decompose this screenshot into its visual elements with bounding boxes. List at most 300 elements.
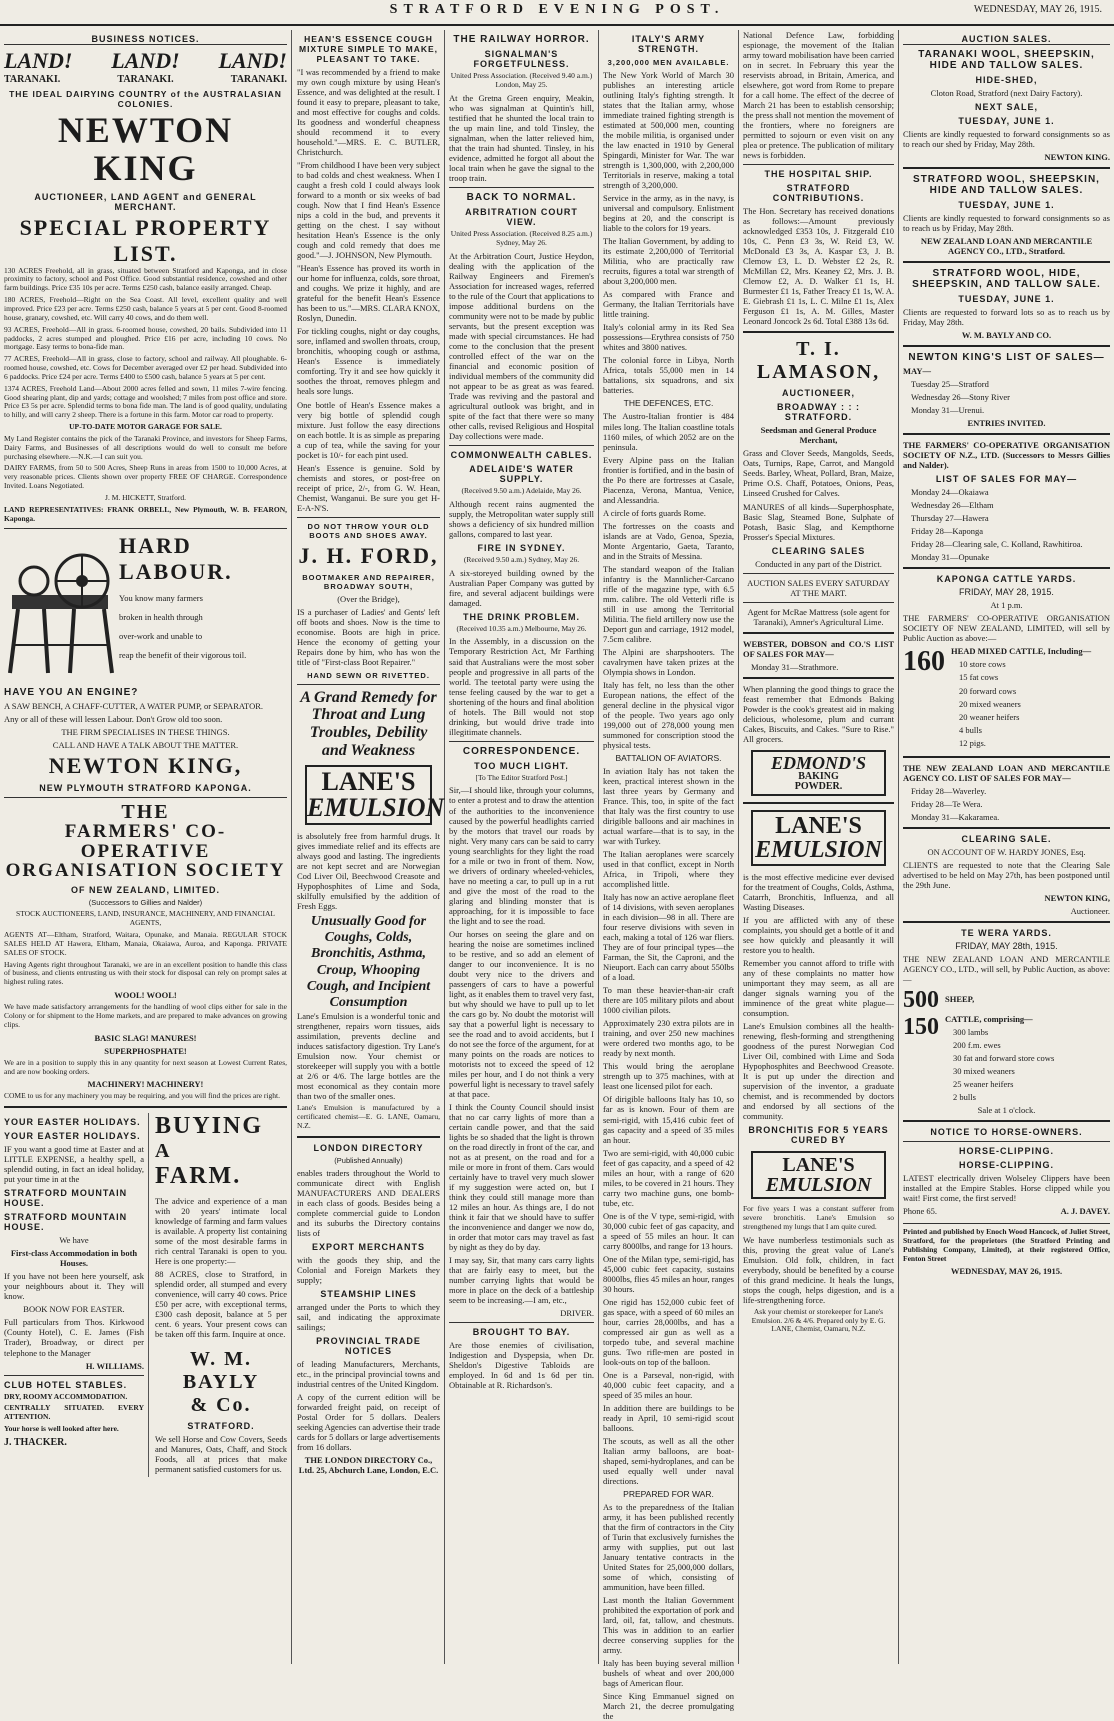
lanes-text: is the most effective medicine ever devised for the treatment of Coughs, Colds, Asthma, Catarrh, Bronchitis, Influenza, and all Wasting Diseases.	[743, 871, 894, 912]
hide-shed: HIDE-SHED,	[975, 75, 1038, 85]
baking-word: BAKING	[798, 770, 839, 782]
mountain-house-heading: STRATFORD MOUNTAIN HOUSE.	[4, 1188, 128, 1209]
property-item: DAIRY FARMS, from 50 to 500 Acres, Sheep Runs in areas from 1500 to 10,000 Acres, at very reasonable prices. Clients shown over property FREE OF CHARGE. Correspondence Invited. Loans Negotiated.	[4, 463, 287, 491]
def-text: A circle of forts guards Rome.	[603, 507, 706, 518]
signal-source: United Press Association. (Received 9.40 a.m.) London, May 25.	[450, 71, 593, 89]
farmers-text: COME to us for any machinery you may be requiring, and you will find the prices are right.	[4, 1091, 280, 1101]
divider	[297, 517, 440, 518]
buying-heading: BUYING	[155, 1113, 264, 1140]
horse-owners-heading: NOTICE TO HORSE-OWNERS.	[930, 1126, 1083, 1137]
signal-text: At the Gretna Green enquiry, Meakin, who was signalman at Quintin's hill, testified that he shunted the local train to the up main line, and told Tinsley, the signalman, when the latter relieved him, that the train had shunted. Tinsley, in his evidence, admitted he forgot all about the local train when he gave the signal to the troop train.	[449, 92, 594, 183]
smh-text: BOOK NOW FOR EASTER.	[23, 1304, 125, 1315]
london-text: enables traders throughout the World to communicate direct with English MANUFACTURERS AND DEALERS in each class of goods. Besides being a complete commercial guide to London and its suburbs the Directory contains lists of	[297, 1167, 440, 1238]
bayly-co: & Co.	[190, 1393, 252, 1416]
basic-slag-heading: BASIC SLAG! MANURES!	[94, 1032, 197, 1043]
lot-item: 20 mixed weaners	[959, 698, 1021, 709]
correspondence-heading: CORRESPONDENCE.	[462, 745, 581, 757]
club-hotel-heading: CLUB HOTEL STABLES.	[4, 1379, 128, 1390]
lot-item: 15 fat cows	[959, 672, 999, 683]
tewera-sheep	[903, 987, 1110, 1014]
clients-note: Clients are kindly requested to forward consignments so as to reach our shed by Friday, May 28th.	[903, 129, 1110, 150]
engine-question: HAVE YOU AN ENGINE?	[4, 686, 139, 698]
seedsman: Seedsman and General Produce Merchant,	[760, 425, 877, 446]
lot-item: 12 pigs.	[959, 737, 986, 748]
easter-ad	[4, 1113, 149, 1476]
divider	[4, 1106, 287, 1108]
smh-text: If you have not been here yourself, ask your neighbours about it. They will know.	[4, 1271, 144, 1302]
newton-king-towns: NEW PLYMOUTH STRATFORD KAPONGA.	[39, 782, 252, 793]
smh-manager: H. WILLIAMS.	[85, 1360, 144, 1371]
lanes-text: If you are afflicted with any of these complaints, you should get a bottle of it and see how quickly and pleasantly it will restore you to health.	[743, 914, 894, 955]
column-4	[599, 30, 739, 1721]
property-item: 180 ACRES, Freehold—Right on the Sea Coast. All level, excellent quality and well improved. Price £23 per acre. Terms £250 cash, balance 5 years at 5 per cent. Good 8-roomed house, granary, cowshed, etc. Will carry 40 cows, and do them well.	[4, 295, 287, 322]
hard-text-line: over-work and unable to	[119, 630, 203, 641]
edmonds-text: When planning the good things to grace the feast remember that Edmonds Baking Powder is the cook's greatest aid in making delicious, wholesome, plum and currant Cakes, Biscuits, and Cakes. "Sure to Rise." All grocers.	[743, 683, 894, 744]
heans-text: For tickling coughs, night or day coughs, sore, inflamed and swollen throats, croup, bronchitis, whooping cough or asthma, Hean's Essence is immediately comforting. Try it and see how quickly it soothes the throat, removes phlegm and heals sore lungs.	[297, 326, 440, 397]
divider	[903, 921, 1110, 923]
av-text: The scouts, as well as all the other Italian army balloons, are boat-shaped, semi-hydroplanes, and can be used equally well under naval directions.	[603, 1435, 734, 1487]
nk-list-heading: NEWTON KING'S LIST OF SALES—	[908, 352, 1105, 364]
divider	[743, 802, 894, 804]
lanes-text: Lane's Emulsion combines all the health-renewing, flesh-forming and strengthening goodness of the purest Norwegian Cod Liver Oil, combined with Lime and Soda Hypophosphites and Beechwood Creasote. It is put up under the direction and supervision of the inventor, a graduate chemist, and is recommended by doctors and endorsed by all sections of the community.	[743, 1021, 894, 1122]
lot-item: 2 bulls	[953, 1091, 976, 1102]
divider	[4, 1375, 144, 1376]
sale-list-item: Friday 28—Clearing sale, C. Kolland, Rawhitiroa.	[911, 539, 1083, 550]
brought-heading: BROUGHT TO BAY.	[472, 1327, 571, 1338]
lanes-text: Remember you cannot afford to trifle with any of these complaints no matter how unimportant they may seem, as all are danger signals warning you of the imminence of the great white plague—consumption.	[743, 957, 894, 1018]
ford-heading: DO NOT THROW YOUR OLD BOOTS AND SHOES AWAY.	[307, 521, 430, 540]
divider	[903, 167, 1110, 169]
lot-item: 30 fat and forward store cows	[953, 1052, 1055, 1063]
cattle-count: 150	[903, 1013, 939, 1040]
webster-heading: WEBSTER, DOBSON and CO.'S LIST OF SALES FOR MAY—	[743, 638, 894, 659]
fire-text: A six-storeyed building owned by the Australian Paper Company was gutted by fire, and several adjacent buildings were damaged.	[449, 567, 594, 608]
lot-item: 300 lambs	[953, 1026, 989, 1037]
italy-text: Service in the army, as in the navy, is universal and compulsory. Enlistment begins at 20, and the conscript is liable to the colors for 19 years.	[603, 193, 734, 234]
smh-text: Full particulars from Thos. Kirkwood (County Hotel), C. E. James (Fish Trader), Broadway, or direct per telephone to the Manager	[4, 1317, 144, 1358]
farmers-text: STOCK AUCTIONEERS, LAND, INSURANCE, MACHINERY, AND FINANCIAL AGENTS,	[16, 909, 275, 928]
taranaki-word: TARANAKI.	[4, 74, 61, 85]
arb-source: United Press Association. (Received 8.25 a.m.) Sydney, May 26.	[450, 228, 593, 247]
bayly-sig: W. M. BAYLY AND CO.	[961, 330, 1052, 341]
corr-text: Our horses on seeing the glare and on hearing the noise are sometimes inclined to be restive, and so add an element of danger to our inconvenience. It is no doubt very nice to the drivers and passengers of cars to have a powerful light, as it enables them to travel very fast, but why should we have to pull up to let the cars go by. No doubt the motorist will say that a powerful light is necessary to see the road and to avoid accidents, but I do not see the force of the argument, for at many points on the roads are notices to motorists not to exceed the speed of 12 miles per hour, and I do not think a very powerful light is necessary to travel safely at that pace.	[449, 928, 594, 1099]
wool-heading: WOOL! WOOL!	[114, 990, 177, 1001]
lot-item: 200 f.m. ewes	[953, 1039, 1001, 1050]
club-text: DRY, ROOMY ACCOMMODATION.	[4, 1391, 128, 1401]
italy-sub: 3,200,000 MEN AVAILABLE.	[607, 58, 730, 67]
av-text: Of dirigible balloons Italy has 10, so far as is known. Four of them are semi-rigid, with 15,416 cubic feet of gas capacity and a speed of 35 miles an hour.	[603, 1094, 734, 1145]
ford-text: IS a purchaser of Ladies' and Gents' left off boots and shoes. Now is the time to economise. Boots are high in price. Hence the economy of getting your Repairs done by him, who has won the title of "First-class Boot Repairer."	[297, 606, 440, 667]
hard-heading: HARD	[119, 532, 192, 558]
engine-illustration	[4, 533, 119, 683]
buying-text: The advice and experience of a man with 20 years' intimate local knowledge of farming and farm values is available. A property list containing some of the most desirable farms in rich central Taranaki is open to you. Here is one property:—	[155, 1196, 287, 1267]
av-text: One rigid has 152,000 cubic feet of gas space, with a speed of 60 miles an hour, carries 28,000lbs, and has a compressed air gun as well as a torpedo tube, and several machine guns. Two rifle-men are posted in look-outs on top of the balloon.	[603, 1296, 734, 1367]
arbitration-heading: ARBITRATION COURT VIEW.	[465, 206, 578, 227]
av-text: Two are semi-rigid, with 40,000 cubic feet of gas capacity, and a speed of 42 miles an hour, with a range of 620 miles, to be covered in 21 hours. They carry two machine guns, one bomb-tube, etc.	[603, 1147, 734, 1208]
av-text: In aviation Italy has not taken the keen, practical interest shown in the last three years by Germany and France. This, too, in spite of the fact that Italy was the first country to use dirigible balloons and air machines in actual warfare—that is to say, in the war with Turkey.	[603, 765, 734, 847]
kaponga-time: At 1 p.m.	[990, 600, 1023, 611]
kaponga-items	[951, 646, 1110, 750]
lanes-word: LANE'S	[321, 767, 416, 797]
property-item: 77 ACRES, Freehold—All in grass, close to factory, school and railway. All ploughable. 6-roomed house, cowshed, etc. Cows for December averaged over £2 per head. Subdivided into 6 paddocks. Price £24 per acre. Terms £400 to £500 cash, balance 5 years at 5 per cent.	[4, 354, 287, 381]
divider	[449, 445, 594, 446]
corr-to: [To The Editor Stratford Post.]	[475, 772, 568, 782]
farmers-the: THE	[121, 800, 170, 823]
next-sale-date: TUESDAY, JUNE 1.	[958, 116, 1055, 127]
def-text: The Alpini are sharpshooters. The cavalrymen have taken prizes at the Olympia shows in London.	[603, 646, 734, 677]
clipping-heading: HORSE-CLIPPING.	[958, 1145, 1054, 1156]
lamason-address: BROADWAY : : : STRATFORD.	[776, 402, 860, 423]
divider	[297, 1136, 440, 1138]
kaponga-company: THE FARMERS' CO-OPERATIVE ORGANISATION SOCIETY OF NEW ZEALAND, LIMITED, will sell by Public Auction as above:—	[903, 613, 1110, 644]
divider	[743, 602, 894, 603]
heans-text: "From childhood I have been very subject to bad colds and chest weakness. When I caught a fresh cold I could always look forward to a month or six weeks of bad cough. Now that I find Hean's Essence nips a cold in the bud, and prevents it getting on the chest. I say without hesitation Hean's Essence is the only cough and cold remedy that does me good."—J. JOHNSON, New Plymouth.	[297, 160, 440, 261]
smh-text: We have	[59, 1235, 89, 1246]
defence-law-text: National Defence Law, forbidding espionage, the movement of the Italian army toward mobilisation have been carried on in secret. In February this year the reservists abroad, in Britain, America, and elsewhere, got word from Rome to prepare for a call home. The effect of the decree of March 21 has been to establish censorship; the press shall not mention the movement of the frontiers, where no foreigners are permitted to sojourn or even visit on any plea or pretence. The publication of military news is forbidden.	[743, 30, 894, 161]
buying-text: 88 ACRES, close to Stratford, in splendid order, all stumped and every convenience, will carry 40 cows. Price £50 per acre, with exceptional terms, £300 cash deposit, balance at 5 per cent. 6 years. Your present cows can be taken off this farm. Inquire at once.	[155, 1269, 287, 1340]
hide-shed-address: Cloton Road, Stratford (next Dairy Factory).	[930, 88, 1083, 98]
london-heading: LONDON DIRECTORY	[313, 1142, 424, 1153]
divider	[903, 827, 1110, 829]
bronchitis-heading: BRONCHITIS FOR 5 YEARS CURED BY	[748, 1125, 889, 1146]
edmonds-logo	[751, 750, 886, 796]
normal-heading: BACK TO NORMAL.	[466, 191, 577, 203]
land-representatives: LAND REPRESENTATIVES: FRANK ORBELL, New Plymouth, W. B. FEARON, Kaponga.	[4, 504, 287, 523]
sale-list-item: Thursday 27—Hawera	[911, 513, 989, 524]
av-text: Approximately 230 extra pilots are in training, and over 250 new machines were ordered two months ago, to be ready by next month.	[603, 1018, 734, 1059]
taranaki-wool-heading: TARANAKI WOOL, SHEEPSKIN, HIDE AND TALLOW SALES.	[918, 49, 1095, 71]
divider	[4, 528, 287, 529]
column-5	[739, 30, 899, 1664]
italy-heading: ITALY'S ARMY STRENGTH.	[631, 34, 706, 54]
superphosphate-heading: SUPERPHOSPHATE!	[104, 1045, 187, 1056]
kaponga-head: HEAD MIXED CATTLE, Including—	[951, 646, 1092, 657]
bottom-split	[4, 1113, 287, 1476]
imprint-date: WEDNESDAY, MAY 26, 1915.	[950, 1266, 1063, 1277]
sale-list-item: Friday 28—Waverley.	[911, 785, 987, 796]
clearing-heading: CLEARING SALES	[771, 545, 866, 556]
av-text: One is of the V type, semi-rigid, with 30,000 cubic feet of gas capacity, and a speed of 55 miles an hour. It can carry 8000lbs, and range for 13 hours.	[603, 1210, 734, 1251]
clearing-sale-text: CLIENTS are requested to note that the Clearing Sale advertised to be held on May 27th, has been postponed until the 29th June.	[903, 859, 1110, 890]
divider	[903, 261, 1110, 263]
signalman-heading: SIGNALMAN'S FORGETFULNESS.	[473, 49, 570, 69]
auction-text: AUCTION SALES EVERY SATURDAY AT THE MART.	[747, 577, 890, 598]
divider	[903, 433, 1110, 435]
easter-heading: YOUR EASTER HOLIDAYS.	[4, 1131, 141, 1142]
farmers-title: FARMERS' CO-OPERATIVE	[64, 820, 227, 862]
easter-heading: YOUR EASTER HOLIDAYS.	[4, 1117, 141, 1128]
entries-invited: ENTRIES INVITED.	[967, 418, 1046, 429]
next-sale: NEXT SALE,	[974, 102, 1038, 113]
lanes-emulsion-logo	[305, 765, 445, 825]
sale-list-item: Tuesday 25—Stratford	[911, 379, 989, 390]
kaponga-date: FRIDAY, MAY 28, 1915.	[959, 587, 1054, 598]
kaponga-heading: KAPONGA CATTLE YARDS.	[936, 574, 1077, 585]
clients-note: Clients are requested to forward lots so as to reach us by Friday, May 28th.	[903, 307, 1110, 328]
clipping-text: LATEST electrically driven Wolseley Clippers have been installed at the Empire Stables. Horse clipped while you wait! First come, the first served!	[903, 1172, 1110, 1203]
divider	[903, 1141, 1110, 1142]
divider	[449, 741, 594, 742]
kaponga-lots	[903, 646, 1110, 750]
bayly-text: We sell Horse and Cow Covers, Seeds and Manures, Oats, Chaff, and Stock Foods, all at prices that make permanent satisfied customers for us.	[155, 1433, 287, 1474]
lanes-text: Lane's Emulsion is a wonderful tonic and strengthener, repairs worn tissues, aids assimilation, prevents decline and induces satisfactory digestion. Try Lane's Emulsion now. Your chemist or storekeeper will supply you with a bottle at 2/6 or 4/6. The large bottles are the most economical as they contain more than two of the smaller ones.	[297, 1010, 440, 1101]
aviators-heading: BATTALION OF AVIATORS.	[615, 752, 722, 763]
newton-king-title: NEWTON KING	[57, 110, 234, 188]
property-item: My Land Register contains the pick of the Taranaki Province, and investors for Sheep Farms, Dairy Farms, and Businesses of all descriptions would do well to consult me before purchasing elsewhere.—N.K.—I can suit you.	[4, 433, 287, 461]
drink-text: In the Assembly, in a discussion on the Temporary Restriction Act, Mr Farthing said that Australians were the most sober people and progressive in all parts of the world. The teetotal party were using the tense feeling caused by the war to get a shortening of the hours and final abolition of hotels. The Bill would not stop drinking, but would drive trade into illegitimate channels.	[449, 636, 594, 737]
heans-heading: HEAN'S ESSENCE COUGH MIXTURE SIMPLE TO MAKE, PLEASANT TO TAKE.	[298, 34, 439, 64]
land-banner	[4, 48, 287, 74]
sale-list-item: Monday 31—Kakaramea.	[911, 811, 1000, 822]
hard-labour-ad	[4, 533, 287, 683]
fire-source: (Received 9.50 a.m.) Sydney, May 26.	[463, 554, 580, 564]
taranaki-banner	[4, 74, 287, 85]
imprint: Printed and published by Enoch Wood Hancock, of Juliet Street, Stratford, for the proprietors (the Stratford Printing and Publishing Company, Limited), at their registered Office, Fenton Street	[903, 1226, 1110, 1263]
seed-text: Grass and Clover Seeds, Mangolds, Seeds, Oats, Turnips, Rape, Carrot, and Mangold Seeds. Barley, Wheat, Pollard, Bran, Maize, Prime O.S. Chaff, Potatoes, Onions, Peas, Linseed Crushed for Calves.	[743, 448, 894, 499]
lanes-text: is absolutely free from harmful drugs. It gives immediate relief and its effects are always good and lasting. The ingredients are not kept secret and are Norwegian Cod Liver Oil, Beechwood Creasote and Hypophosphites of Lime and Soda, skilfully emulsified by the addition of Fresh Eggs.	[297, 831, 440, 912]
powder-word: POWDER.	[794, 780, 843, 792]
fcos-list-heading: LIST OF SALES FOR MAY—	[935, 474, 1078, 485]
davey-sig: A. J. DAVEY.	[1060, 1205, 1110, 1216]
hard-text-line: broken in health through	[119, 611, 203, 622]
prep-text: Italy has been buying several million bushels of wheat and over 200,000 bags of American flour.	[603, 1658, 734, 1689]
lot-item: 20 weaner heifers	[959, 711, 1020, 722]
steamship-heading: STEAMSHIP LINES	[320, 1288, 417, 1299]
divider	[903, 567, 1110, 569]
av-text: One of the Milan type, semi-rigid, has 45,000 cubic feet capacity, sustains 8000lbs, flies 45 miles an hour, ranges 30 hours.	[603, 1253, 734, 1294]
agent-text: Agent for McRae Mattress (sole agent for Taranaki), Amner's Agricultural Lime.	[747, 606, 890, 627]
fcos-heading: THE FARMERS' CO-OPERATIVE ORGANISATION SOCIETY OF N.Z., LTD. (Successors to Messrs Gillies and Nalder).	[903, 440, 1110, 471]
sale-list-item: Monday 24—Okaiawa	[911, 487, 989, 498]
lot-item: 20 forward cows	[959, 685, 1017, 696]
prepared-heading: PREPARED FOR WAR.	[623, 1489, 714, 1500]
sale-list-item: Friday 28—Te Wera.	[911, 798, 983, 809]
divider	[297, 684, 440, 685]
av-text: This would bring the aeroplane strength up to 375 machines, with at least one licensed pilot for each.	[603, 1061, 734, 1092]
clearing-sale-heading: CLEARING SALE.	[961, 833, 1052, 844]
corr-text: I think the County Council should insist that no car carry lights of more than a certain candle power, and that the said lights be so shaded that the light is thrown on the road directly in front of the car, and not as at present, on the road and for a mile or more in front of them. Cars would certainly have to travel very much slower if my suggestion were acted on, but I think they could still manage more than 12 miles an hour. As things are, I do not think it fair that we should have to suffer the inconvenience and danger we now do, in order that motor cars may travel as fast by night as they do by day.	[449, 1101, 594, 1253]
ford-sub: BOOTMAKER AND REPAIRER, BROADWAY SOUTH,	[302, 572, 435, 591]
italy-text: The New York World of March 30 publishes an interesting article outlining Italy's fighting strength. It states that the Italian army, whose immediate trained fighting strength is estimated at 500,000 men, counting the mobile militia, is organised under the law enacted in 1910 by General Spingardi, Minister for War. The war strength is 1,300,000, with 2,200,000 Territorials in reserve, making a total strength of 3,200,000.	[603, 70, 734, 191]
italy-text: The colonial force in Libya, North Africa, totals 55,000 men in 14 battalions, six squadrons, and six batteries.	[603, 355, 734, 396]
emulsion-word: EMULSION	[307, 793, 445, 823]
taranaki-word: TARANAKI.	[230, 74, 287, 85]
emulsion-word: EMULSION	[755, 836, 882, 863]
divider	[903, 345, 1110, 347]
corr-text: Sir,—I should like, through your columns, to enter a protest and to draw the attention of the authorities to the inconvenience caused by the powerful headlights carried by the motors that travel our roads by night. Very many cars can be said to carry young searchlights for they light the road for a mile or two in front of them. Now, we drivers of ordinary wheeled-vehicles, have no meeting a car, to pull up in a rut and give the most of the road to the glaring and blinding monster that is approaching, for it is impossible to face the light and to see the road.	[449, 785, 594, 926]
arb-text: At the Arbitration Court, Justice Heydon, dealing with the application of the Railway Engineers and Firemen's Association for increased wages, referred to the rule of the Court that applications to impose additional burdens on the community were not to be made by public servants, but the present exception was made with special circumstances. He had come to the conclusion that the present controlled effect of the war on the financial and economic position of individual members of the community did not appear to be as great as was feared. Trade was reviving and the pastoral and agricultural outlook was bright, and in spite of the fact that there were so many other calls, revised Religious and Hospital Day collections were made.	[449, 250, 594, 441]
ford-tail: HAND SEWN OR RIVETTED.	[307, 670, 430, 680]
column-6	[899, 30, 1114, 1664]
lamason-name: T. I. LAMASON,	[756, 338, 881, 384]
newton-king-sig: NEWTON KING.	[1044, 152, 1110, 163]
divider	[903, 756, 1110, 758]
tewera-cattle	[903, 1014, 1110, 1105]
column-1	[0, 30, 292, 1664]
provincial-heading: PROVINCIAL TRADE NOTICES	[316, 1335, 421, 1356]
drink-heading: THE DRINK PROBLEM.	[463, 611, 580, 622]
heans-text: "Hean's Essence has proved its worth in our home for influenza, colds, sore throat, and coughs. We prize it highly, and are grateful for the benefit Hean's Essence has been to us."—MRS. CLARA KNOX, Roslyn, Dunedin.	[297, 263, 440, 324]
masthead	[0, 0, 1114, 26]
business-notices-heading: BUSINESS NOTICES.	[4, 34, 287, 45]
special-property-list: SPECIAL PROPERTY LIST.	[19, 214, 272, 266]
machinery-heading: MACHINERY! MACHINERY!	[87, 1079, 204, 1090]
prep-text: As to the preparedness of the Italian army, it has been published recently that the firm of contractors in the City of Turin that exclusively furnishes the army with supplies, put out last January tentative contracts in the United States for 25,000,000 dollars, some of which, consisting of ammunition, have been filled.	[603, 1502, 734, 1593]
club-owner: J. THACKER.	[4, 1436, 67, 1448]
lanes-mfr: Lane's Emulsion is manufactured by a certificated chemist—E. G. LANE, Oamaru, N.Z.	[297, 1102, 440, 1130]
remedy-heading: A Grand Remedy for Throat and Lung Troubles, Debility and Weakness	[300, 688, 437, 759]
stratford-wool-heading-2: STRATFORD WOOL, HIDE, SHEEPSKIN, AND TALLOW SALE.	[912, 268, 1101, 291]
lot-item: 10 store cows	[959, 659, 1006, 670]
av-text: One is a Parseval, non-rigid, with 40,000 cubic feet capacity, and a speed of 35 miles an hour.	[603, 1369, 734, 1400]
column-2	[293, 30, 445, 1664]
prep-text: Since King Emmanuel signed on March 21, the decree promulgating the	[603, 1691, 734, 1721]
masthead-date: WEDNESDAY, MAY 26, 1915.	[973, 4, 1102, 15]
unusual-heading: Unusually Good for Coughs, Colds, Bronchitis, Asthma, Croup, Whooping Cough, and Incipient Consumption	[306, 914, 431, 1010]
divider	[449, 187, 594, 188]
corr-signature: DRIVER.	[560, 1308, 594, 1319]
mountain-house-heading: STRATFORD MOUNTAIN HOUSE.	[4, 1212, 128, 1233]
def-text: The Austro-Italian frontier is 484 miles long. The Italian coastline totals 1160 miles, of which 2052 are on the peninsula.	[603, 411, 734, 452]
engine-text: THE FIRM SPECIALISES IN THESE THINGS.	[61, 726, 230, 737]
divider	[743, 632, 894, 634]
saw-bench-icon	[4, 533, 119, 683]
italy-text: The Italian Government, by adding to its estimate 2,200,000 of Territorial Militia, who are practically raw recruits, figures a total war strength of about 3,200,000 men.	[603, 236, 734, 287]
railway-heading: THE RAILWAY HORROR.	[453, 34, 590, 45]
phone-number: Phone 65.	[903, 1205, 937, 1216]
ideal-dairying-heading: THE IDEAL DAIRYING COUNTRY of the AUSTRALASIAN COLONIES.	[9, 89, 282, 109]
steamship-text: arranged under the Ports to which they sail, and indicating the approximate sailings;	[297, 1301, 440, 1332]
adelaide-heading: ADELAIDE'S WATER SUPPLY.	[469, 463, 574, 484]
divider	[903, 1223, 1110, 1224]
lanes-emulsion-logo-2	[751, 1151, 886, 1199]
lanes-word: LANE'S	[775, 812, 862, 839]
farmers-text: We are in a position to supply this in any quantity for next season at Lowest Current Rates, and are now booking orders.	[4, 1057, 287, 1076]
sheep-label: SHEEP,	[945, 993, 975, 1004]
london-company: THE LONDON DIRECTORY Co., Ltd. 25, Abchurch Lane, London, E.C.	[298, 1454, 439, 1475]
auctioneer-line: AUCTIONEER, LAND AGENT and GENERAL MERCHANT.	[34, 191, 257, 212]
too-much-light-heading: TOO MUCH LIGHT.	[474, 760, 569, 771]
buying-farm-ad	[149, 1113, 287, 1476]
def-text: The standard weapon of the Italian infantry is the Mannlicher-Carcano rifle of the magazine type, with 6.5 mm. calibre. The old Vetterli rifle is still in use among the Territorial Militia. The field artillery now use the Deport gun and carriage, 1912 model, 7.5cm calibre.	[603, 563, 734, 644]
easter-text: IF you want a good time at Easter and at LITTLE EXPENSE, a healthy spell, a splendid outing, in fact an ideal holiday, put your time in at the	[4, 1144, 144, 1185]
heans-text: One bottle of Hean's Essence makes a very big bottle of splendid cough mixture. Just follow the easy directions on each bottle. It is as simple as preparing a cup of tea, while the saving for your pocket is 10/- for each pint used.	[297, 399, 440, 460]
sale-date: TUESDAY, JUNE 1.	[958, 294, 1055, 305]
property-item: J. M. HICKETT, Stratford.	[105, 493, 186, 502]
land-word: LAND!	[111, 48, 180, 73]
divider	[4, 797, 287, 798]
sale-list-item: Friday 28—Kaponga	[911, 526, 984, 537]
def-text: The fortresses on the coasts and islands are at Vado, Genoa, Spezia, Monte Argentario, Gaeta, Taranto, and in the Straits of Messina.	[603, 520, 734, 561]
hard-text-line: reap the benefit of their vigorous toil.	[119, 649, 247, 660]
farmers-nz: OF NEW ZEALAND, LIMITED.	[71, 885, 220, 896]
sale-list-item: Monday 31—Opunake	[911, 552, 990, 563]
drink-source: (Received 10.35 a.m.) Melbourne, May 26.	[456, 623, 587, 633]
lanes-emulsion-logo	[751, 810, 886, 866]
land-word: LAND!	[218, 48, 287, 73]
sale-date: TUESDAY, JUNE 1.	[958, 200, 1055, 211]
def-text: Italy has felt, no less than the other European nations, the effect of the general decline in the physical vigor of the people. Two years ago only 199,000 out of 278,000 young men summoned for conscription stood the physical tests.	[603, 679, 734, 750]
manures-text: MANURES of all kinds—Superphosphate, Basic Slag, Steamed Bone, Sulphate of Potash, Basic Slag, and Kempthorne Prosser's Special Mixtures.	[743, 501, 894, 542]
heans-text: Hean's Essence is genuine. Sold by chemists and stores, or post-free on receipt of price, 2/-, from G. W. Hean, Chemist, Wanganui. Be sure you get H-E-A-N'S.	[297, 462, 440, 513]
adel-text: Although recent rains augmented the supply, the Metropolitan water supply still shows a deficiency of six hundred million gallons, compared to last year.	[449, 498, 594, 539]
contributions-heading: STRATFORD CONTRIBUTIONS.	[772, 183, 865, 204]
nk-month: MAY—	[903, 366, 932, 377]
webster-list: Monday 31—Strathmore.	[751, 661, 839, 672]
clients-note: Clients are kindly requested to forward consignments so as to reach us by Friday, May 28th.	[903, 213, 1110, 234]
property-item: 93 ACRES, Freehold—All in grass. 6-roomed house, cowshed, 20 bails. Subdivided into 11 paddocks, 2 acres stumped and ploughed. Price £16 per acre, including 10 cows. No mortgage. Easy terms to bona-fide man.	[4, 324, 287, 352]
heans-text: "I was recommended by a friend to make my own cough mixture by using Hean's Essence, and was delighted at the result. I found it easy to prepare, pleasant to take, and most effective for coughs and colds. Its goodness and wonderful cheapness should recommend it to every household."—MRS. E. C. BUTLER, Christchurch.	[297, 67, 440, 158]
lanes-testimonial: For five years I was a constant sufferer from severe bronchitis. Lane's Emulsion so strengthened my lungs that I am quite cured.	[743, 1204, 894, 1231]
av-text: The Italian aeroplanes were scarcely used in that conflict, except in North Africa, in Tripoli, where they accomplished little.	[603, 849, 734, 890]
edmonds-word: EDMOND'S	[770, 752, 867, 773]
sale-list-item: Monday 31—Urenui.	[911, 405, 985, 416]
sale-list-item: Wednesday 26—Stony River	[911, 392, 1010, 403]
ford-name: J. H. FORD,	[298, 542, 439, 568]
masthead-title: STRATFORD EVENING POST.	[389, 2, 725, 17]
newton-king-sig: NEWTON KING,	[1044, 892, 1110, 903]
column-3	[445, 30, 599, 1664]
export-text: with the goods they ship, and the Colonial and Foreign Markets they supply;	[297, 1254, 440, 1285]
land-word: LAND!	[4, 48, 73, 73]
contributions-text: The Hon. Secretary has received donations as follows:—Amount previously acknowledged £353 10s, J. Fitzgerald £10 10s, C. Penn £3 3s, W. Reid £3, W. McDonald £3 3s, A. Kaspar £3, J. B. Clemow £3, L. D. Webster £2 2s, R. McMillan £2, Mrs. Keaney £2, Mrs. J. B. Clemow £2, A. D. Walker £1 1s, H. Burmester £1 1s, Father Treacy £1 1s, W. A. E. Giebrash £1 1s, L. C. Milne £1 1s, Alex Ferguson £1 1s, A. M. Gilles, Master Leonard Joncock 2s 6d. Total £388 13s 6d.	[743, 206, 894, 327]
bayly-town: STRATFORD.	[187, 1420, 255, 1431]
italy-text: Italy's colonial army in its Red Sea possessions—Erythrea consists of 750 whites and 3800 natives.	[603, 322, 734, 353]
lanes-price: Ask your chemist or storekeeper for Lane's Emulsion. 2/6 & 4/6. Prepared only by E. G. LANE, Chemist, Oamaru, N.Z.	[751, 1306, 886, 1334]
italy-text: As compared with France and Germany, the Italian Territorials have little training.	[603, 289, 734, 320]
farmers-successors: (Successors to Gillies and Nalder)	[88, 898, 203, 908]
export-heading: EXPORT MERCHANTS	[311, 1241, 425, 1252]
tewera-company: THE NEW ZEALAND LOAN AND MERCANTILE AGENCY CO., LTD., will sell, by Public Auction, as above:—	[903, 953, 1110, 984]
bayly-heading: W. M. BAYLY	[182, 1347, 260, 1393]
engine-text: CALL AND HAVE A TALK ABOUT THE MATTER.	[52, 739, 239, 750]
auction-sales-heading: AUCTION SALES.	[903, 34, 1110, 45]
clipping-heading: HORSE-CLIPPING.	[958, 1159, 1054, 1170]
london-pub: (Published Annually)	[334, 1155, 403, 1165]
kaponga-count: 160	[903, 646, 945, 678]
property-item: 1374 ACRES, Freehold Land—About 2000 acres felled and sown, 11 miles 7-wire fencing. Good shearing plant, dip and yards; cottage and woolshed; 7 miles from post office and store. Price £3 5s per acre. Splendid terms to bona fide man. The land is of good quality, undulating to hilly, and will carry 2 sheep. There is a fortune in this farm. Motor car road to property.	[4, 383, 287, 420]
club-text: Your horse is well looked after here.	[4, 1424, 119, 1434]
farmers-text: Having Agents right throughout Taranaki, we are in an excellent position to handle this class of business, and clients entrusting us with their stock for disposal can rely on prompt sales at highest ruling rates.	[4, 959, 287, 987]
engine-text: Any or all of these will lessen Labour. Don't Grow old too soon.	[4, 713, 223, 724]
provincial-text: of leading Manufacturers, Merchants, etc., in the principal provincial towns and industrial centres of the United Kingdom.	[297, 1358, 440, 1389]
lanes-word: LANE'S	[782, 1154, 855, 1177]
divider	[449, 1322, 594, 1323]
sale-list-item: Wednesday 26—Eltham	[911, 500, 994, 511]
emulsion-word: EMULSION	[765, 1174, 872, 1197]
davey-sig-row	[903, 1206, 1110, 1219]
tewera-items	[945, 1014, 1110, 1105]
fire-heading: FIRE IN SYDNEY.	[477, 542, 566, 553]
nzl2-heading: THE NEW ZEALAND LOAN AND MERCANTILE AGENCY CO. LIST OF SALES FOR MAY—	[903, 762, 1110, 783]
farmers-text: We have made satisfactory arrangements for the handling of wool clips either for sale in the Colony or for shipment to the Home markets, and are prepared to make advances on growing clips.	[4, 1002, 287, 1029]
corr-text: I may say, Sir, that many cars carry lights that are fairly easy to meet, but the number carrying lights that would be more in place on the deck of a battleship seem to be increasing.—I am, etc.,	[449, 1255, 594, 1306]
clearing-sale-on: ON ACCOUNT OF W. HARDY JONES, Esq.	[927, 846, 1086, 857]
lanes-tail: We have numberless testimonials such as this, proving the great value of Lane's Emulsion. Old folk, children, in fact everybody, should be benefited by a course of this grand medicine. It heals the lungs, stops the cough, helps digestion, and is a life-strengthening force.	[743, 1234, 894, 1305]
divider	[743, 677, 894, 679]
taranaki-word: TARANAKI.	[117, 74, 174, 85]
lamason-sub: AUCTIONEER,	[781, 388, 855, 399]
smh-text: First-class Accommodation in both Houses.	[10, 1248, 138, 1269]
lot-item: 30 mixed weaners	[953, 1065, 1015, 1076]
labour-heading: LABOUR.	[119, 558, 233, 584]
farmers-text: AGENTS AT—Eltham, Stratford, Waitara, Opunake, and Manaia. REGULAR STOCK SALES HELD AT Hawera, Eltham, Manaia, Okaiawa, Auroa, and Kaponga. PRIVATE SALES OF STOCK.	[4, 930, 287, 957]
def-text: Every Alpine pass on the Italian frontier is fortified, and in the basin of the Po there are fortresses at Casale, Piacenza, Verona, Mantua, Venice, and Alessandria.	[603, 454, 734, 505]
newton-king-footer: NEWTON KING,	[48, 752, 243, 778]
engine-text: A SAW BENCH, A CHAFF-CUTTER, A WATER PUMP, or SEPARATOR.	[4, 700, 264, 711]
prep-text: Last month the Italian Government prohibited the exportation of pork and lard, oil, fat, tallow, and chestnuts. This was in addition to an earlier decree conserving supplies for the army.	[603, 1595, 734, 1656]
ford-location: (Over the Bridge),	[337, 593, 400, 604]
